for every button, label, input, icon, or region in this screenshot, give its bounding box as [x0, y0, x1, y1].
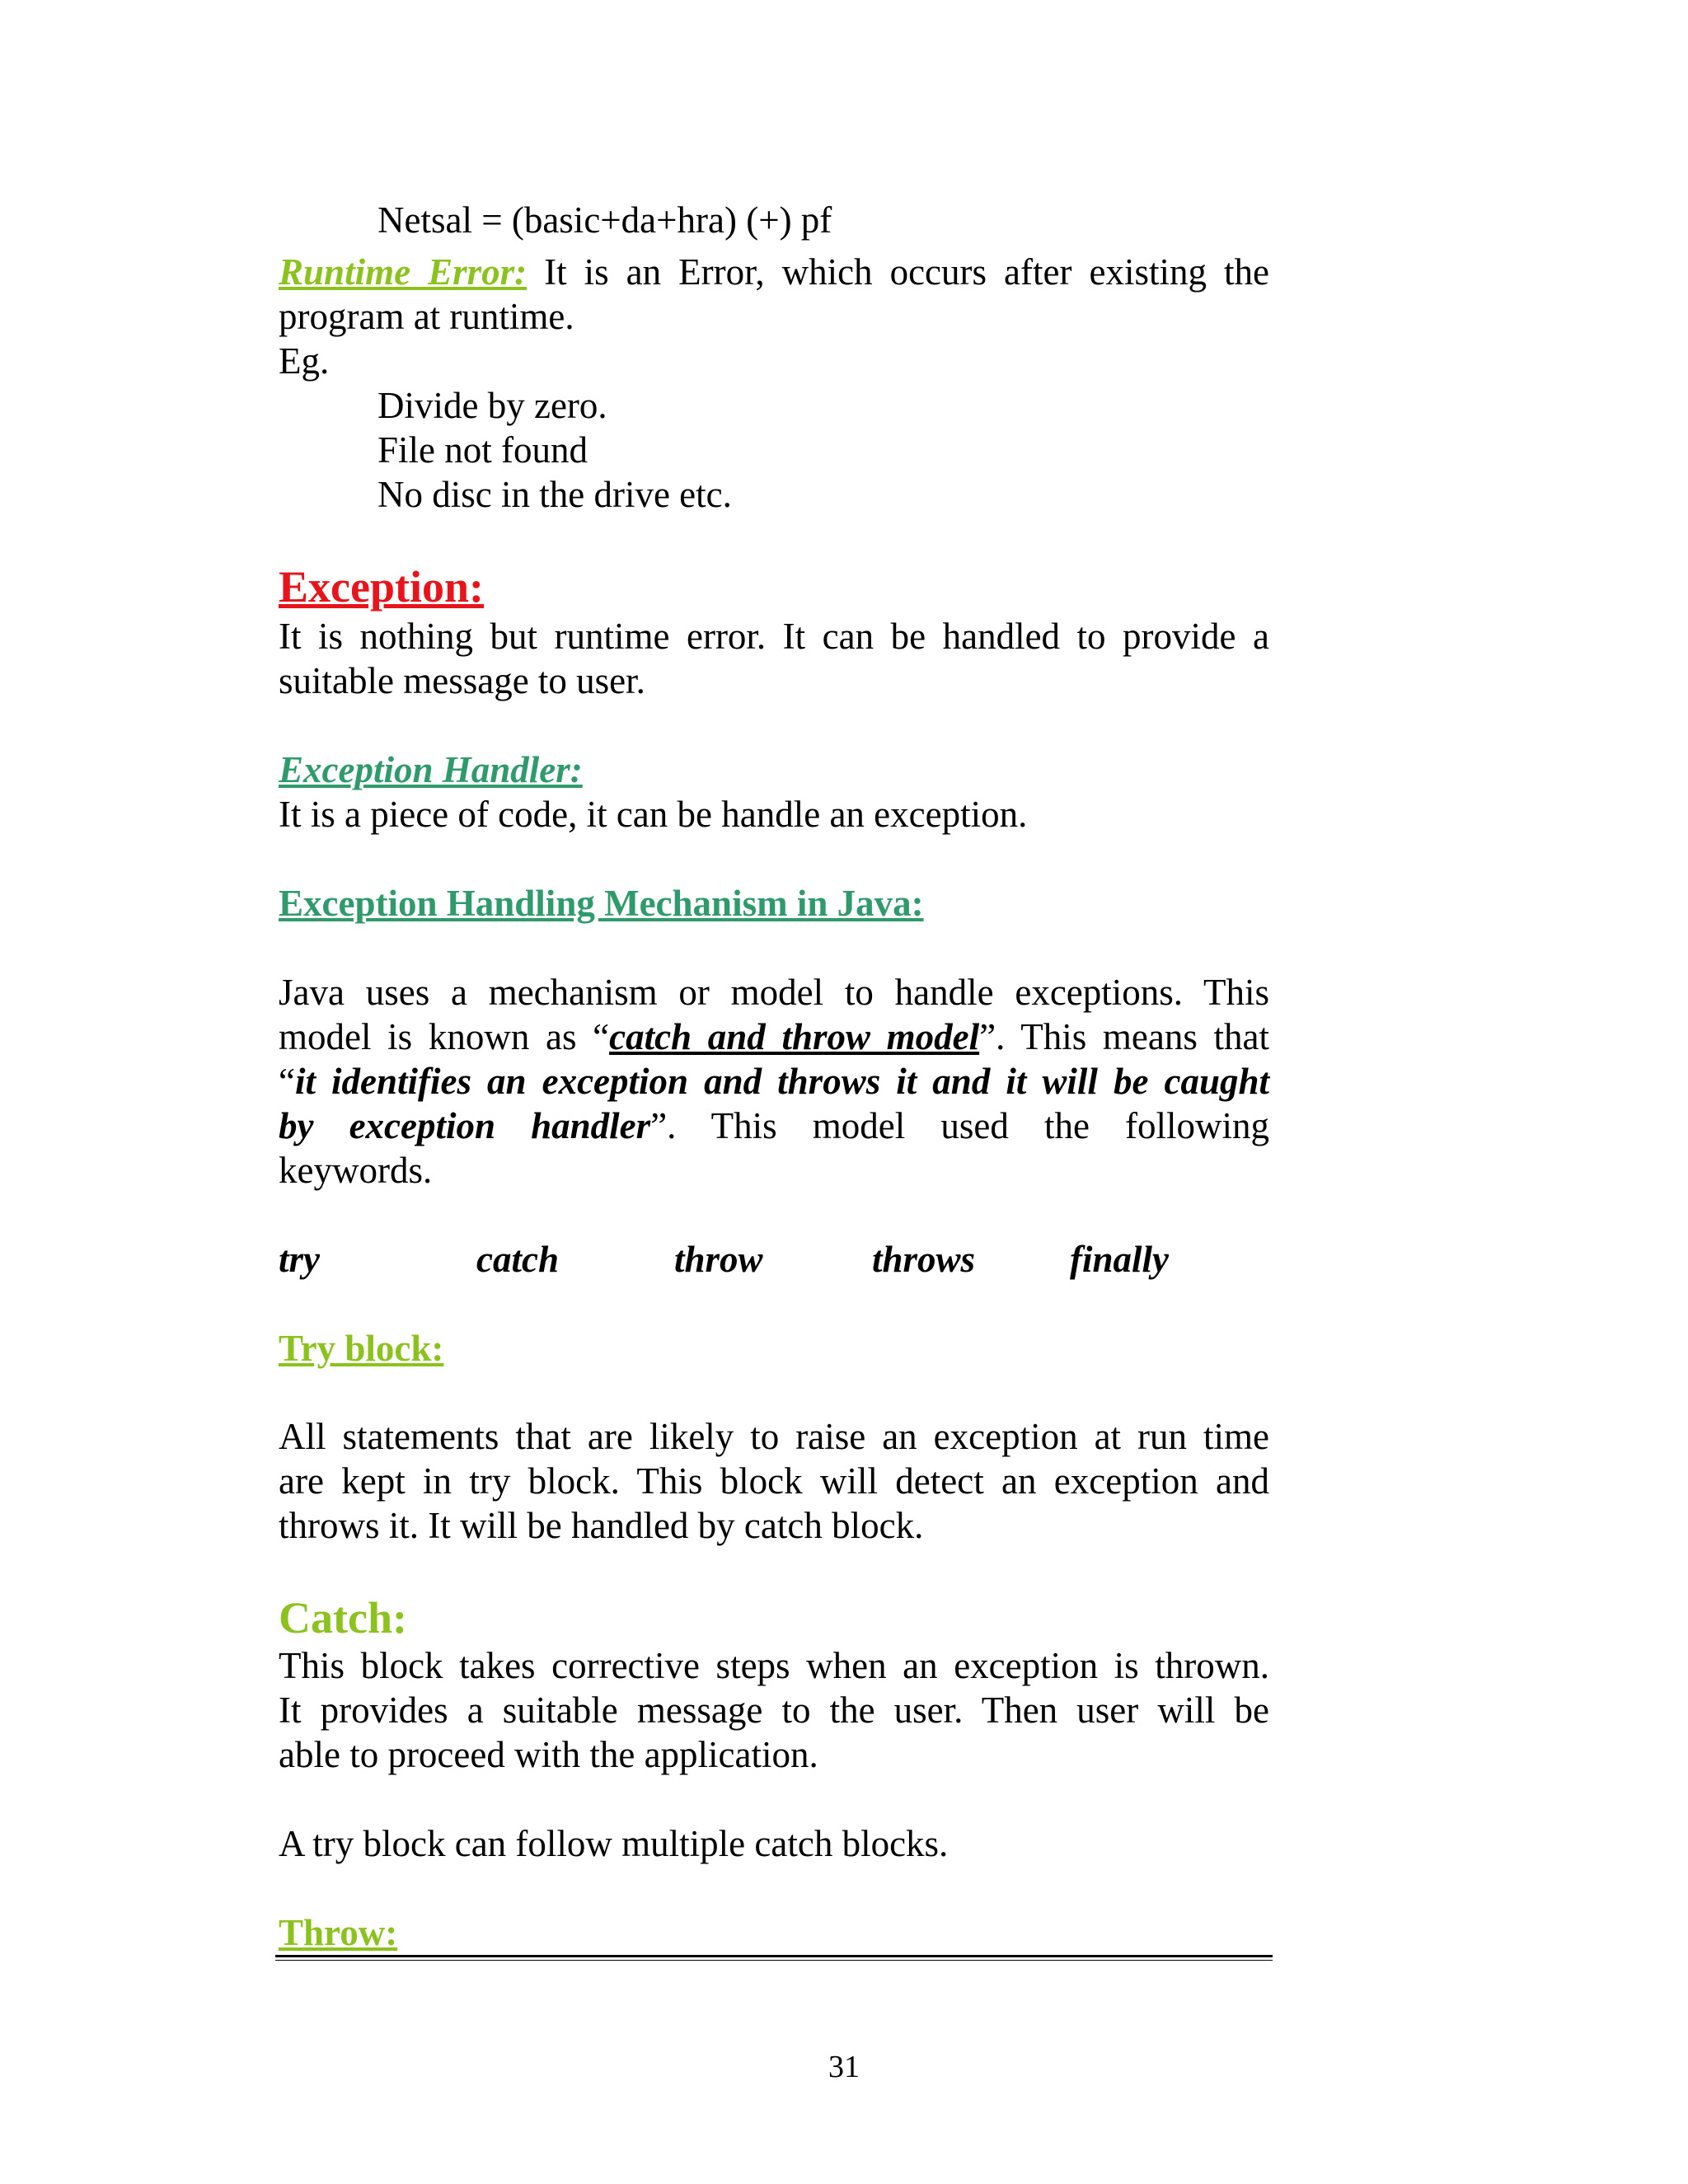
mechanism-text: ”. This model used the following	[650, 1105, 1270, 1146]
keyword-finally: finally	[1070, 1239, 1169, 1280]
mechanism-heading: Exception Handling Mechanism in Java:	[279, 883, 924, 924]
keyword-throws: throws	[872, 1239, 976, 1280]
exception-handler-line1: It is a piece of code, it can be handle an exception.	[279, 794, 1028, 835]
divider-rule	[275, 1960, 1273, 1961]
mechanism-line4	[279, 1104, 1269, 1148]
example-item: No disc in the drive etc.	[377, 474, 732, 515]
mechanism-text: model is known as “	[279, 1016, 610, 1057]
exception-handler-heading: Exception Handler:	[279, 749, 583, 790]
example-item: Divide by zero.	[377, 385, 607, 426]
runtime-error-line1	[279, 250, 1269, 294]
try-block-line3: throws it. It will be handled by catch block.	[279, 1505, 924, 1546]
try-block-heading: Try block:	[279, 1328, 444, 1369]
divider-rule	[275, 1955, 1273, 1957]
mechanism-line2	[279, 1015, 1269, 1059]
catch-line1: This block takes corrective steps when an exception is thrown.	[279, 1645, 1269, 1686]
catch-line2: It provides a suitable message to the user. Then user will be	[279, 1690, 1269, 1731]
runtime-error-line2: program at runtime.	[279, 296, 574, 337]
mechanism-emphasis: by exception handler	[279, 1105, 651, 1146]
eg-label: Eg.	[279, 340, 330, 382]
mechanism-text: “	[279, 1061, 295, 1102]
keyword-try: try	[279, 1239, 320, 1280]
exception-line1: It is nothing but runtime error. It can be handled to provide a	[279, 616, 1269, 657]
try-block-line1: All statements that are likely to raise an exception at run time	[279, 1416, 1269, 1457]
try-block-line2: are kept in try block. This block will detect an exception and	[279, 1460, 1269, 1502]
exception-heading: Exception:	[279, 562, 484, 612]
catch-note: A try block can follow multiple catch blocks.	[279, 1823, 949, 1864]
throw-heading: Throw:	[279, 1912, 398, 1953]
mechanism-text: ”. This means that	[979, 1016, 1269, 1057]
mechanism-emphasis: it identifies an exception and throws it and it will be caught	[294, 1061, 1269, 1102]
keyword-catch: catch	[476, 1239, 559, 1280]
runtime-error-text: It is an Error, which occurs after existing the	[527, 251, 1269, 293]
example-item: File not found	[377, 429, 588, 471]
catch-heading: Catch:	[279, 1593, 407, 1643]
keyword-throw: throw	[674, 1239, 763, 1280]
mechanism-line3	[279, 1059, 1269, 1104]
exception-line2: suitable message to user.	[279, 660, 645, 701]
page-number: 31	[828, 2050, 860, 2084]
mechanism-line1: Java uses a mechanism or model to handle exceptions. This	[279, 972, 1269, 1013]
netsal-formula: Netsal = (basic+da+hra) (+) pf	[377, 199, 832, 241]
catch-line3: able to proceed with the application.	[279, 1734, 818, 1775]
mechanism-line5: keywords.	[279, 1150, 433, 1191]
runtime-error-heading: Runtime Error:	[279, 251, 528, 293]
catch-throw-model-term: catch and throw model	[609, 1016, 980, 1057]
